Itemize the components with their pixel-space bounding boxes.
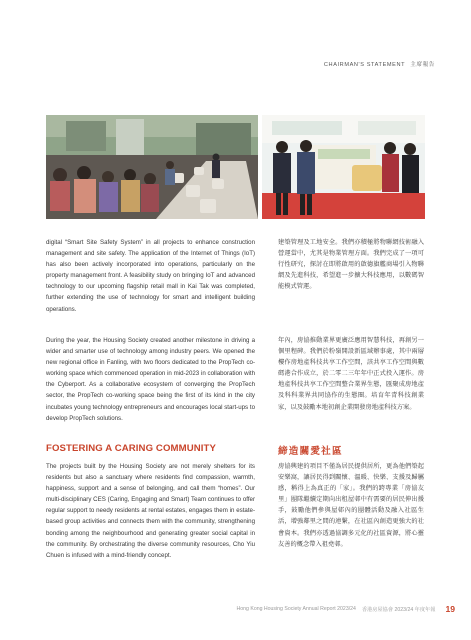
header-title-zh: 主席報告 (410, 62, 435, 68)
paragraph-zh-caring: 房協興建的項目不僅為居民提供居所，更為他們築起安樂窩，讓居民得到關懷、溫暖、快樂、支援及歸屬感，稱得上為真正的「家」。我們的跨專業「房協友里」團隊繼續定期向出租屋邨中有需要的居民伸出援手，鼓勵他們參與屋邨內的團體活動及融入社區生活，增強鄰里之間的連繫，在社區內創造更強大的社會資本。我們亦透過協調多元化的社區資源，將心靈友善的概念帶入祖堯邨。 (278, 463, 424, 548)
paragraph-en-caring: The projects built by the Housing Society are not merely shelters for its residents but also a sanctuary where residents find compassion, warmth, happiness, support and a sense of belonging, and call them “homes”. Our multi-disciplinary CES (Caring, Engaging and Smart) Team continues to offer regular support to needy residents at rental estates, engages them in estate-based group activities and connects them with the community, strengthening bonding among the neighbourhood and generating greater social capital in the community. By orchestrating the diverse community resources, Cho Yiu Chuen is infused with a mind-friendly concept. (46, 463, 255, 559)
page-number: 19 (445, 604, 455, 614)
photo-officials (262, 115, 425, 219)
paragraph-zh-proptech: 年內，房協推動業界更廣泛應用智慧科技，再創另一個里程碑。我們於粉嶺開設新區域辦事處，其中兩層樓作房地產科技共享工作空間，該共享工作空間與數碼港合作成立，於二零二三年年中正式投入運作。房地產科技共享工作空間整合業界生態，匯聚成房地產及科科業界共同協作的生態圈。培育年青科技創業家，以及鼓勵本地初創企業開發房地產科技方案。 (278, 337, 424, 411)
photo-audience (46, 115, 258, 219)
body-text-en-caring (46, 461, 255, 561)
body-text-zh-proptech (278, 335, 424, 413)
body-text-en-section1 (46, 237, 255, 315)
footer-report-en: Hong Kong Housing Society Annual Report 2023/24 (236, 606, 356, 612)
page-footer (237, 604, 455, 614)
header-title-en: CHAIRMAN'S STATEMENT (323, 62, 406, 68)
body-text-zh-section1 (278, 237, 424, 292)
footer-report-zh: 香港房屋協會 2023/24 年度年報 (361, 606, 436, 613)
photo-audience-illustration (46, 115, 258, 219)
paragraph-en-smart-site: digital “Smart Site Safety System” in all projects to enhance construction management and site safety. The application of the Internet of Things (IoT) has also been actively incorporated into operations, particularly on the property management front. A feasibility study on bringing IoT and advanced technology to our upcoming flagship retail mall in Kai Tak was completed, further extending the use of technology for smart and intelligent building operations. (46, 239, 255, 313)
paragraph-zh-smart-site: 建築管理及工地安全。我們亦積極將物聯網技術融入營運當中，尤其是物業管理方面。我們完成了一項可行性研究，探討在即將啟用的啟德旗艦商場引入物聯網及先進科技，希望進一步擴大科技應用，以數碼智能模式管運。 (278, 239, 424, 291)
body-text-en-proptech (46, 335, 255, 424)
section-heading-en: FOSTERING A CARING COMMUNITY (46, 443, 216, 454)
photo-officials-illustration (262, 115, 425, 219)
section-heading-zh: 締造關愛社區 (278, 446, 343, 457)
paragraph-en-proptech: During the year, the Housing Society created another milestone in driving a wider and smarter use of technology among industry peers. We opened the new regional office in Fanling, with two floors dedicated to the PropTech co-working space which commenced operation in mid-2023 in collaboration with the Cyberport. As a collaborative ecosystem of converging the PropTech sector, the PropTech co-working space being the first of its kind in the city incubates young technology entrepreneurs and encourages local start-ups to develop PropTech solutions. (46, 337, 255, 422)
page-header (324, 60, 435, 68)
body-text-zh-caring (278, 461, 424, 550)
